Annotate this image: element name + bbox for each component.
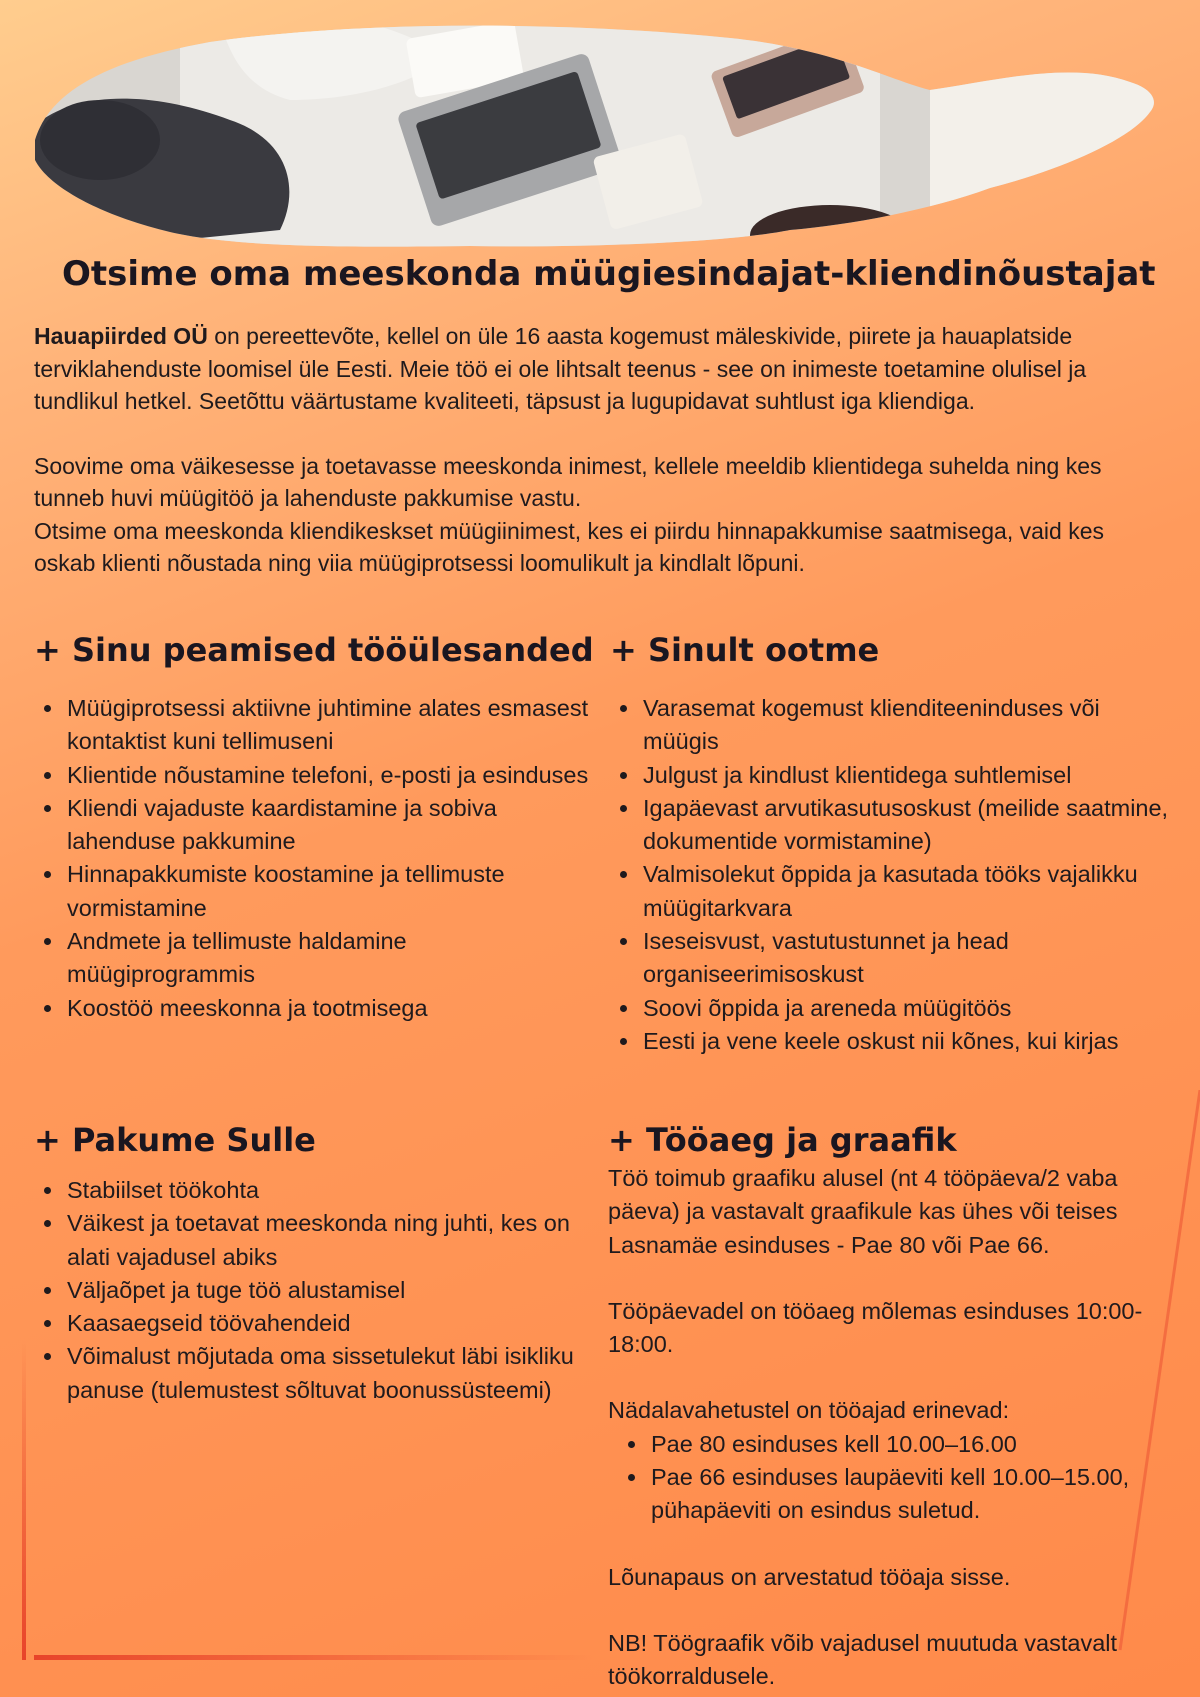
schedule-paragraph: Tööpäevadel on tööaeg mõlemas esinduses 10:00-18:00.	[608, 1297, 1143, 1358]
intro-paragraph-1	[34, 320, 1154, 418]
intro-paragraph-1-text: on pereettevõte, kellel on üle 16 aasta kogemust mäleskivide, piirete ja hauaplatside terviklahenduste loomisel üle Eesti. Meie töö ei ole lihtsalt teenus - see on inimeste toetamine olulisel ja tundlikul hetkel. Seetõttu väärtustame kvaliteeti, täpsust ja lugupidavat suhtlust iga kliendiga.	[34, 323, 1087, 414]
list-item: • Eesti ja vene keele oskust nii kõnes, kui kirjas	[641, 1025, 1180, 1058]
schedule-paragraph: Nädalavahetustel on tööajad erinevad:	[608, 1397, 1010, 1424]
page-title: Otsime oma meeskonda müügiesindajat-kliendinõustajat	[62, 254, 1156, 294]
list-item: • Koostöö meeskonna ja tootmisega	[65, 992, 594, 1025]
list-item: • Julgust ja kindlust klientidega suhtlemisel	[641, 759, 1180, 792]
list-item: • Kaasaegseid töövahendeid	[65, 1307, 574, 1340]
intro-paragraph-3: Otsime oma meeskonda kliendikeskset müügiinimest, kes ei piirdu hinnapakkumise saatmisega, vaid kes oskab klienti nõustada ning viia müügiprotsessi loomulikult ja kindlalt lõpuni.	[34, 517, 1104, 576]
tasks-list	[34, 692, 594, 1025]
list-item: • Pae 80 esinduses kell 10.00–16.00	[649, 1428, 1180, 1461]
tasks-heading: + Sinu peamised tööülesanded	[34, 631, 594, 669]
tasks-section	[34, 628, 594, 1025]
hero-photo	[30, 20, 1180, 255]
list-item: • Müügiprotsessi aktiivne juhtimine alates esmasest kontaktist kuni tellimuseni	[65, 692, 594, 759]
decorative-lines	[0, 1090, 1200, 1697]
list-item: • Iseseisvust, vastutustunnet ja head organiseerimisoskust	[641, 925, 1180, 992]
list-item: • Valmisolekut õppida ja kasutada tööks vajalikku müügitarkvara	[641, 858, 1180, 925]
offer-heading: + Pakume Sulle	[34, 1121, 316, 1159]
schedule-paragraph: NB! Töögraafik võib vajadusel muutuda vastavalt töökorraldusele.	[608, 1629, 1118, 1690]
list-item: • Kliendi vajaduste kaardistamine ja sobiva lahenduse pakkumine	[65, 792, 594, 859]
expectations-heading: + Sinult ootme	[610, 631, 880, 669]
expectations-section	[610, 628, 1180, 1058]
intro-text	[34, 320, 1154, 580]
list-item: • Soovi õppida ja areneda müügitöös	[641, 992, 1180, 1025]
list-item: • Võimalust mõjutada oma sissetulekut läbi isikliku panuse (tulemustest sõltuvat boonussüsteemi)	[65, 1340, 574, 1407]
list-item: • Varasemat kogemust klienditeeninduses või müügis	[641, 692, 1180, 759]
company-name: Hauapiirded OÜ	[34, 323, 208, 349]
expectations-list	[610, 692, 1180, 1058]
list-item: • Igapäevast arvutikasutusoskust (meilide saatmine, dokumentide vormistamine)	[641, 792, 1180, 859]
list-item: • Stabiilset töökohta	[65, 1174, 574, 1207]
list-item: • Väljaõpet ja tuge töö alustamisel	[65, 1274, 574, 1307]
list-item: • Pae 66 esinduses laupäeviti kell 10.00–15.00, pühapäeviti on esindus suletud.	[649, 1461, 1180, 1528]
schedule-paragraph: Töö toimub graafiku alusel (nt 4 tööpäeva/2 vaba päeva) ja vastavalt graafikule kas ühes või teises Lasnamäe esinduses - Pae 80 või Pae 66.	[608, 1165, 1118, 1258]
intro-paragraph-2: Soovime oma väikesesse ja toetavasse meeskonda inimest, kellele meeldib klientidega suhelda ning kes tunneb huvi müügitöö ja lahenduste pakkumise vastu.	[34, 452, 1102, 511]
list-item: • Klientide nõustamine telefoni, e-posti ja esinduses	[65, 759, 594, 792]
schedule-heading: + Tööaeg ja graafik	[608, 1121, 957, 1159]
list-item: • Väikest ja toetavat meeskonda ning juhti, kes on alati vajadusel abiks	[65, 1207, 574, 1274]
list-item: • Hinnapakkumiste koostamine ja tellimuste vormistamine	[65, 858, 594, 925]
list-item: • Andmete ja tellimuste haldamine müügiprogrammis	[65, 925, 594, 992]
schedule-paragraph: Lõunapaus on arvestatud tööaja sisse.	[608, 1563, 1011, 1590]
